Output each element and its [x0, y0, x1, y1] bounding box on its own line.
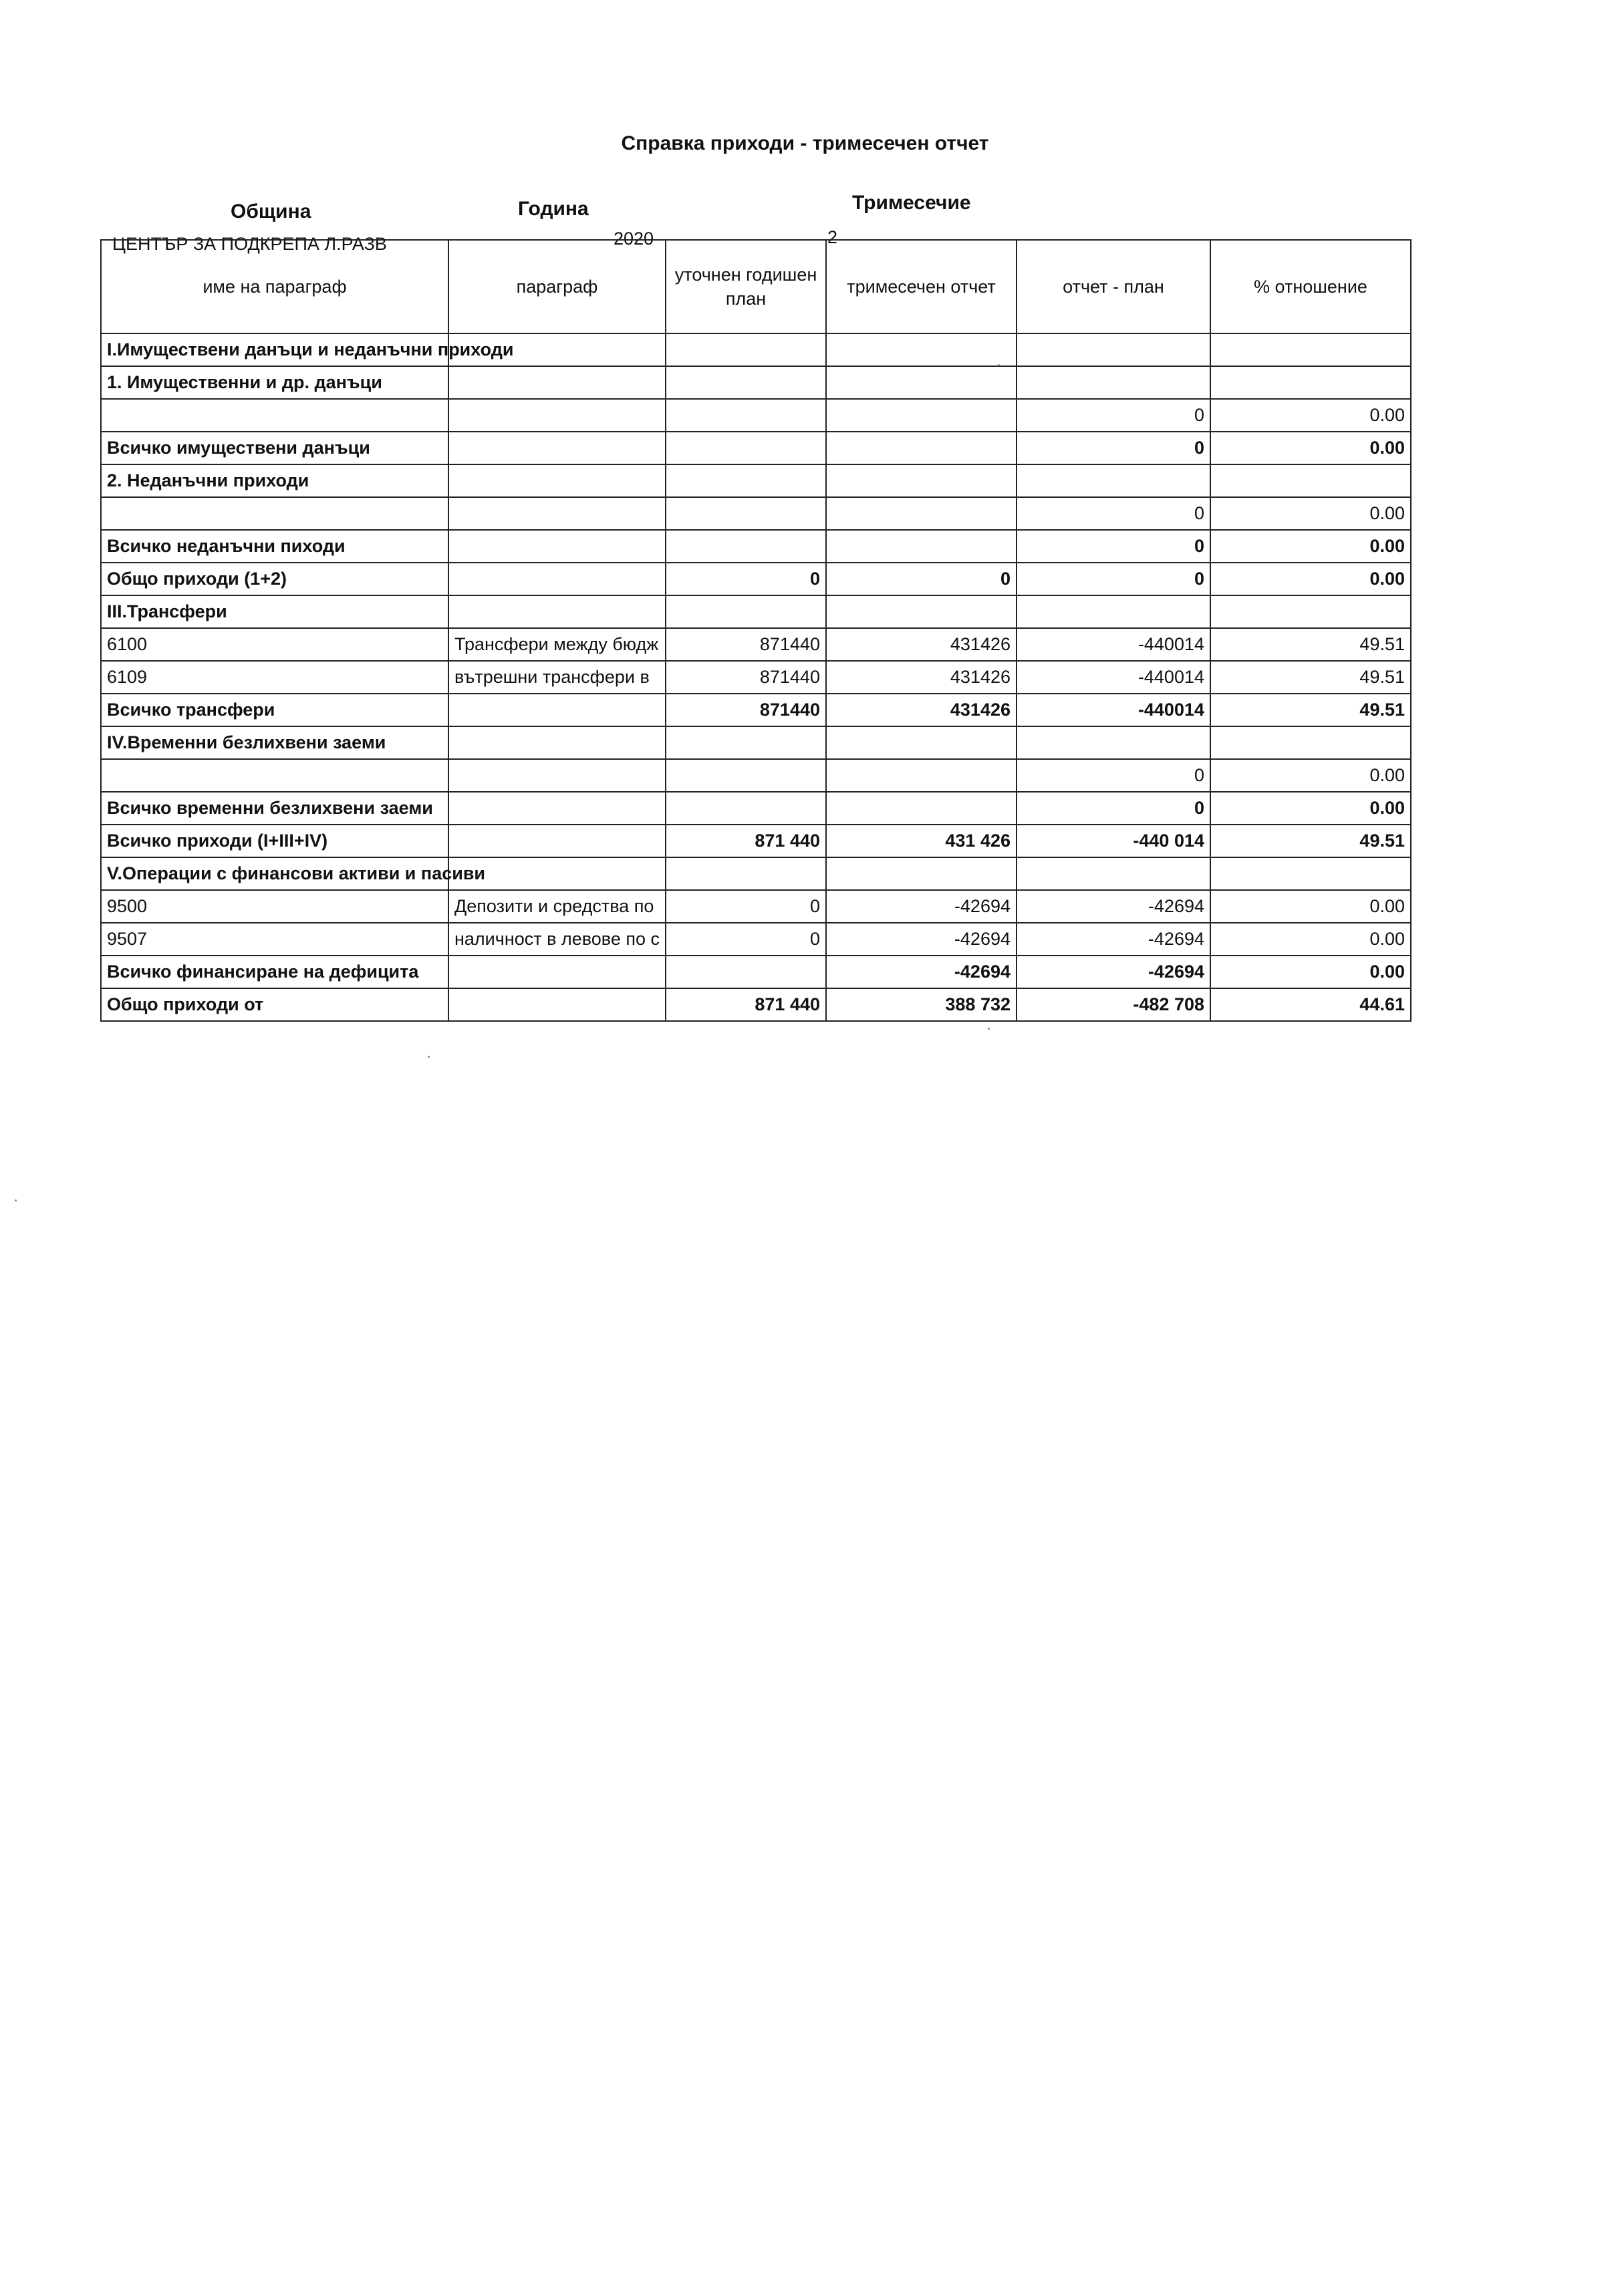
- cell-quarterly-report: [826, 530, 1017, 563]
- cell-quarterly-report: [826, 432, 1017, 464]
- cell-quarterly-report: 431426: [826, 628, 1017, 661]
- cell-paragraph-name: 2. Неданъчни приходи: [101, 464, 448, 497]
- cell-paragraph-name: 1. Имущественни и др. данъци: [101, 366, 448, 399]
- cell-annual-plan: [666, 333, 826, 366]
- cell-annual-plan: 871440: [666, 661, 826, 694]
- cell-annual-plan: [666, 792, 826, 825]
- cell-report-minus-plan: [1017, 464, 1210, 497]
- table-row: [101, 530, 1411, 563]
- cell-paragraph-name: Всичко приходи (I+III+IV): [101, 825, 448, 857]
- cell-paragraph-name: [101, 399, 448, 432]
- cell-annual-plan: [666, 497, 826, 530]
- table-row: [101, 759, 1411, 792]
- cell-percent-ratio: 0.00: [1210, 399, 1411, 432]
- cell-paragraph-name: IV.Временни безлихвени заеми: [101, 726, 448, 759]
- header-percent-ratio: % отношение: [1210, 240, 1411, 333]
- table-row: [101, 825, 1411, 857]
- quarter-label: Тримесечие: [852, 192, 971, 214]
- cell-annual-plan: 871440: [666, 694, 826, 726]
- cell-quarterly-report: [826, 497, 1017, 530]
- cell-annual-plan: [666, 857, 826, 890]
- table-row: [101, 726, 1411, 759]
- cell-paragraph-code: [448, 759, 666, 792]
- cell-quarterly-report: [826, 366, 1017, 399]
- cell-quarterly-report: [826, 726, 1017, 759]
- cell-annual-plan: [666, 464, 826, 497]
- cell-report-minus-plan: -440014: [1017, 628, 1210, 661]
- cell-percent-ratio: [1210, 333, 1411, 366]
- cell-paragraph-code: [448, 399, 666, 432]
- cell-paragraph-code: Депозити и средства по: [448, 890, 666, 923]
- cell-report-minus-plan: -42694: [1017, 890, 1210, 923]
- cell-percent-ratio: 49.51: [1210, 694, 1411, 726]
- cell-annual-plan: [666, 432, 826, 464]
- cell-report-minus-plan: -42694: [1017, 956, 1210, 988]
- cell-percent-ratio: [1210, 857, 1411, 890]
- cell-percent-ratio: 49.51: [1210, 825, 1411, 857]
- cell-paragraph-name: 9507: [101, 923, 448, 956]
- header-quarterly-report: тримесечен отчет: [826, 240, 1017, 333]
- cell-percent-ratio: 49.51: [1210, 628, 1411, 661]
- cell-annual-plan: [666, 956, 826, 988]
- cell-annual-plan: 0: [666, 923, 826, 956]
- cell-percent-ratio: [1210, 595, 1411, 628]
- cell-paragraph-code: [448, 432, 666, 464]
- quarter-value: 2: [827, 227, 838, 247]
- cell-percent-ratio: [1210, 464, 1411, 497]
- table-row: [101, 988, 1411, 1021]
- cell-paragraph-name: III.Трансфери: [101, 595, 448, 628]
- cell-report-minus-plan: -440014: [1017, 694, 1210, 726]
- year-value: 2020: [614, 229, 654, 249]
- cell-quarterly-report: [826, 333, 1017, 366]
- cell-percent-ratio: 0.00: [1210, 890, 1411, 923]
- cell-paragraph-code: [448, 497, 666, 530]
- header-paragraph-name: име на параграф: [101, 240, 448, 333]
- cell-quarterly-report: [826, 399, 1017, 432]
- cell-paragraph-code: [448, 726, 666, 759]
- cell-paragraph-name: Всичко временни безлихвени заеми: [101, 792, 448, 825]
- cell-paragraph-name: Всичко неданъчни пиходи: [101, 530, 448, 563]
- cell-percent-ratio: 0.00: [1210, 956, 1411, 988]
- cell-report-minus-plan: [1017, 726, 1210, 759]
- scan-speck: [998, 364, 1000, 366]
- cell-paragraph-code: наличност в левове по с: [448, 923, 666, 956]
- cell-paragraph-name: [101, 759, 448, 792]
- cell-paragraph-name: Всичко имуществени данъци: [101, 432, 448, 464]
- cell-percent-ratio: 0.00: [1210, 432, 1411, 464]
- table-row: [101, 497, 1411, 530]
- cell-report-minus-plan: [1017, 857, 1210, 890]
- cell-paragraph-code: [448, 988, 666, 1021]
- cell-report-minus-plan: -42694: [1017, 923, 1210, 956]
- cell-quarterly-report: -42694: [826, 890, 1017, 923]
- cell-paragraph-code: вътрешни трансфери в: [448, 661, 666, 694]
- municipality-value: ЦЕНТЪР ЗА ПОДКРЕПА Л.РАЗВ: [112, 234, 387, 254]
- cell-report-minus-plan: [1017, 595, 1210, 628]
- cell-paragraph-name: Общо приходи (1+2): [101, 563, 448, 595]
- cell-quarterly-report: [826, 857, 1017, 890]
- cell-paragraph-name: I.Имуществени данъци и неданъчни приходи: [101, 333, 448, 366]
- table-row: [101, 792, 1411, 825]
- table-row: [101, 366, 1411, 399]
- cell-report-minus-plan: 0: [1017, 759, 1210, 792]
- table-row: [101, 857, 1411, 890]
- cell-paragraph-name: Общо приходи от: [101, 988, 448, 1021]
- cell-report-minus-plan: 0: [1017, 497, 1210, 530]
- cell-paragraph-name: Всичко трансфери: [101, 694, 448, 726]
- cell-percent-ratio: [1210, 366, 1411, 399]
- table-row: [101, 563, 1411, 595]
- cell-paragraph-name: Всичко финансиране на дефицита: [101, 956, 448, 988]
- header-report-minus-plan: отчет - план: [1017, 240, 1210, 333]
- cell-paragraph-code: [448, 694, 666, 726]
- scan-speck: [15, 1199, 17, 1201]
- table-row: [101, 923, 1411, 956]
- cell-paragraph-code: [448, 792, 666, 825]
- cell-report-minus-plan: 0: [1017, 563, 1210, 595]
- cell-percent-ratio: 0.00: [1210, 497, 1411, 530]
- cell-quarterly-report: [826, 464, 1017, 497]
- table-row: [101, 661, 1411, 694]
- scan-speck: [428, 1056, 430, 1058]
- cell-annual-plan: [666, 726, 826, 759]
- cell-report-minus-plan: -440 014: [1017, 825, 1210, 857]
- cell-report-minus-plan: 0: [1017, 792, 1210, 825]
- table-row: [101, 694, 1411, 726]
- cell-paragraph-code: [448, 956, 666, 988]
- cell-annual-plan: 871 440: [666, 825, 826, 857]
- document-title: Справка приходи - тримесечен отчет: [621, 132, 989, 154]
- cell-paragraph-name: V.Операции с финансови активи и пасиви: [101, 857, 448, 890]
- cell-annual-plan: [666, 399, 826, 432]
- year-label: Година: [518, 198, 589, 220]
- cell-quarterly-report: -42694: [826, 956, 1017, 988]
- cell-annual-plan: [666, 530, 826, 563]
- cell-annual-plan: 0: [666, 890, 826, 923]
- table-row: [101, 628, 1411, 661]
- scan-speck: [988, 1028, 990, 1030]
- cell-percent-ratio: 0.00: [1210, 923, 1411, 956]
- cell-annual-plan: 0: [666, 563, 826, 595]
- table-row: [101, 595, 1411, 628]
- cell-paragraph-code: [448, 366, 666, 399]
- cell-annual-plan: 871 440: [666, 988, 826, 1021]
- cell-report-minus-plan: -440014: [1017, 661, 1210, 694]
- cell-quarterly-report: 431 426: [826, 825, 1017, 857]
- table-row: [101, 333, 1411, 366]
- cell-paragraph-code: [448, 530, 666, 563]
- cell-annual-plan: [666, 759, 826, 792]
- table-header-row: [101, 240, 1411, 333]
- cell-report-minus-plan: [1017, 366, 1210, 399]
- cell-quarterly-report: -42694: [826, 923, 1017, 956]
- cell-report-minus-plan: -482 708: [1017, 988, 1210, 1021]
- cell-paragraph-code: [448, 825, 666, 857]
- cell-report-minus-plan: 0: [1017, 432, 1210, 464]
- cell-quarterly-report: 0: [826, 563, 1017, 595]
- cell-quarterly-report: 388 732: [826, 988, 1017, 1021]
- cell-paragraph-name: 6109: [101, 661, 448, 694]
- cell-percent-ratio: 0.00: [1210, 759, 1411, 792]
- cell-quarterly-report: [826, 792, 1017, 825]
- cell-report-minus-plan: 0: [1017, 530, 1210, 563]
- cell-report-minus-plan: 0: [1017, 399, 1210, 432]
- cell-quarterly-report: [826, 595, 1017, 628]
- table-body: [101, 333, 1411, 1021]
- cell-paragraph-name: [101, 497, 448, 530]
- cell-quarterly-report: 431426: [826, 694, 1017, 726]
- table-row: [101, 890, 1411, 923]
- cell-paragraph-code: [448, 563, 666, 595]
- cell-paragraph-code: [448, 595, 666, 628]
- table-row: [101, 432, 1411, 464]
- cell-annual-plan: [666, 595, 826, 628]
- cell-quarterly-report: 431426: [826, 661, 1017, 694]
- cell-annual-plan: [666, 366, 826, 399]
- cell-paragraph-code: [448, 464, 666, 497]
- cell-percent-ratio: 49.51: [1210, 661, 1411, 694]
- cell-report-minus-plan: [1017, 333, 1210, 366]
- revenue-report-table: [100, 239, 1412, 1022]
- cell-percent-ratio: 0.00: [1210, 792, 1411, 825]
- cell-percent-ratio: 0.00: [1210, 563, 1411, 595]
- cell-quarterly-report: [826, 759, 1017, 792]
- municipality-label: Община: [231, 200, 311, 223]
- header-annual-plan: уточнен годишен план: [666, 240, 826, 333]
- cell-percent-ratio: 0.00: [1210, 530, 1411, 563]
- table-row: [101, 399, 1411, 432]
- table-row: [101, 464, 1411, 497]
- cell-paragraph-name: 6100: [101, 628, 448, 661]
- header-paragraph-code: параграф: [448, 240, 666, 333]
- cell-paragraph-name: 9500: [101, 890, 448, 923]
- cell-paragraph-code: Трансфери между бюдж: [448, 628, 666, 661]
- cell-percent-ratio: 44.61: [1210, 988, 1411, 1021]
- cell-annual-plan: 871440: [666, 628, 826, 661]
- cell-percent-ratio: [1210, 726, 1411, 759]
- table-row: [101, 956, 1411, 988]
